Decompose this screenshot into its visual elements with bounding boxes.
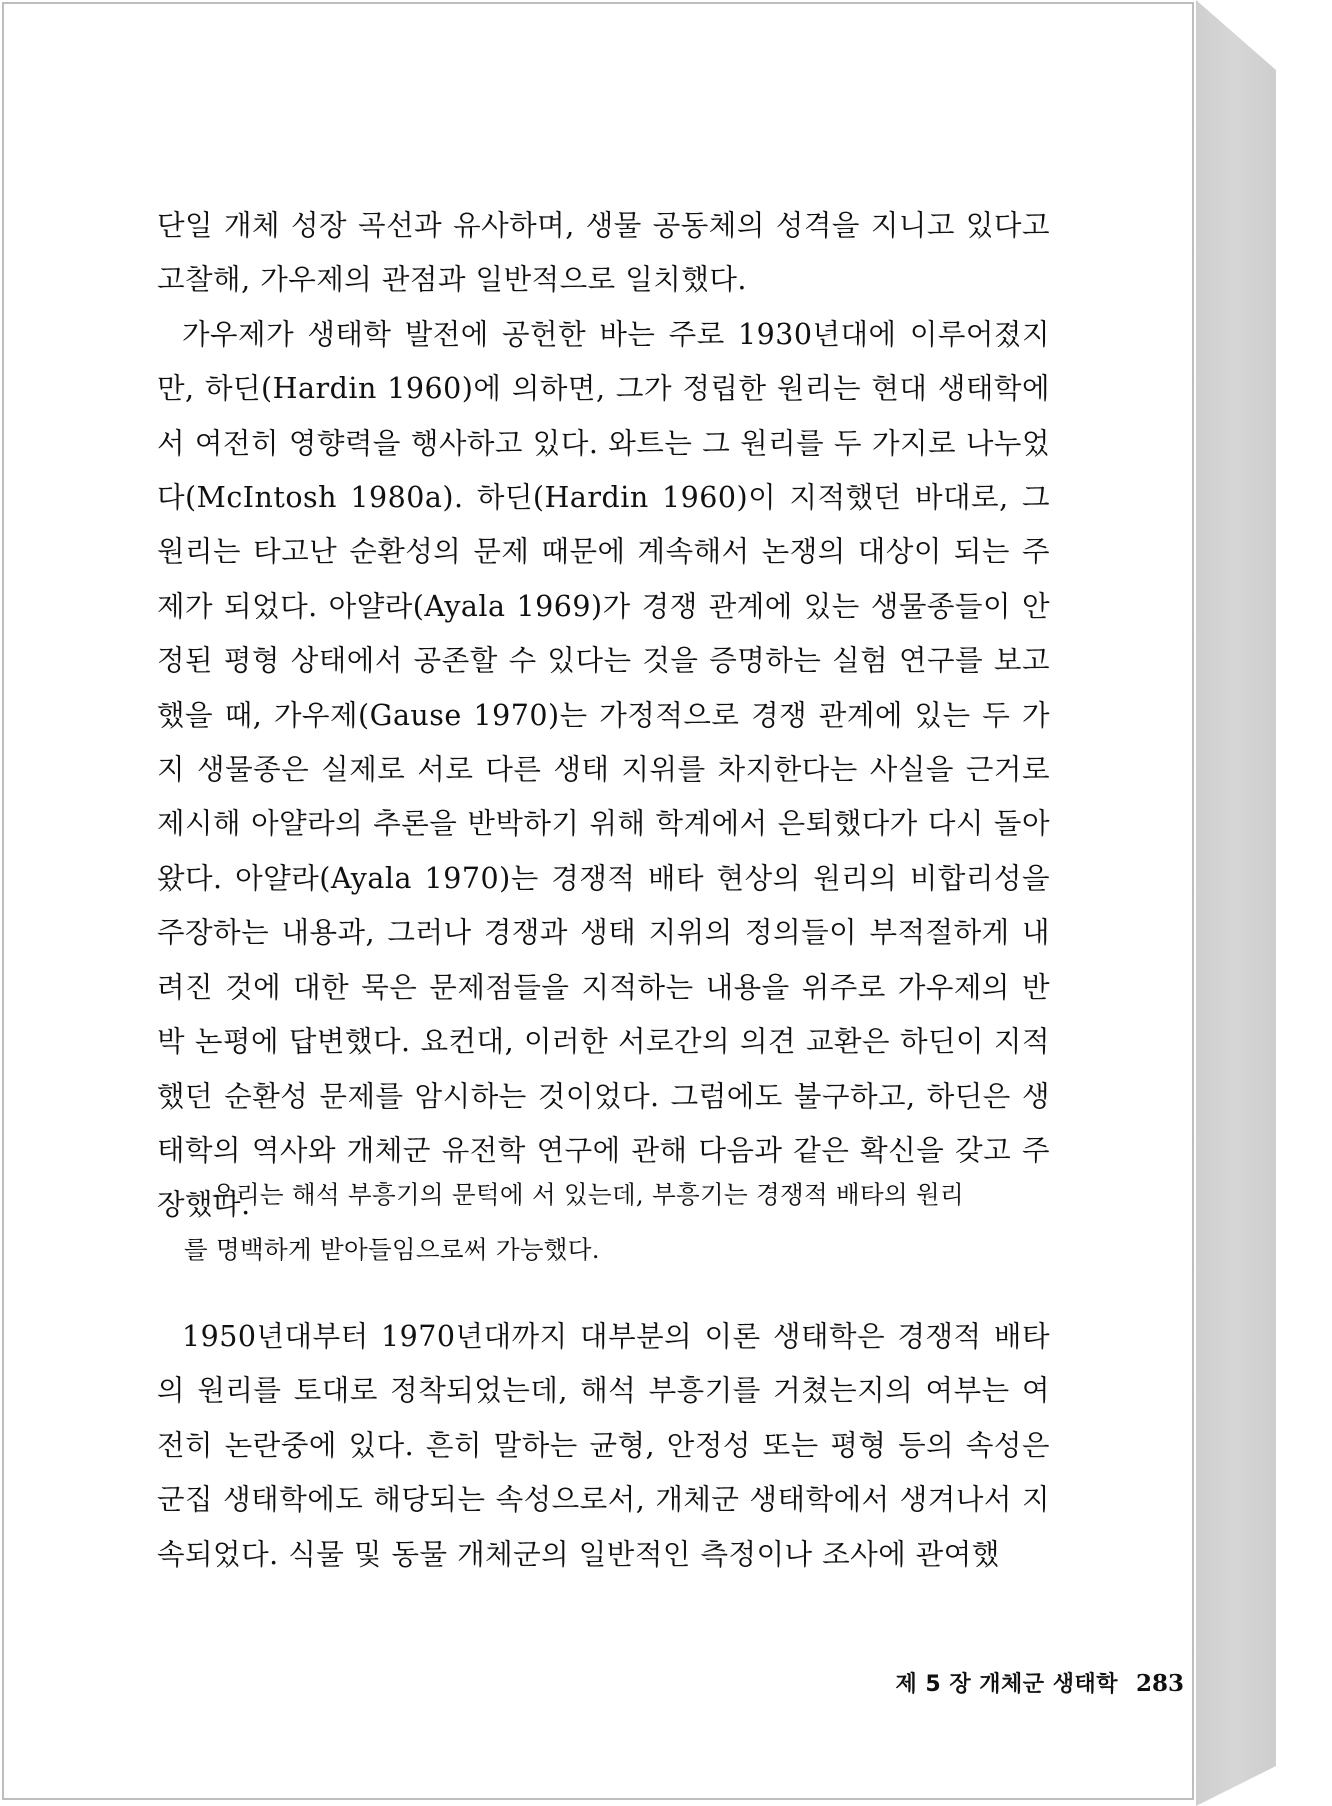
quote-line-2: 를 명백하게 받아들임으로써 가능했다. [184, 1235, 600, 1264]
quote-line-1: 우리는 해석 부흥기의 문턱에 서 있는데, 부흥기는 경쟁적 배타의 원리 [212, 1180, 964, 1209]
chapter-title: 제 5 장 개체군 생태학 [895, 1672, 1118, 1697]
main-text-lower [157, 1310, 1050, 1582]
running-footer [896, 1667, 1184, 1698]
paragraph-continued: 단일 개체 성장 곡선과 유사하며, 생물 공동체의 성격을 지니고 있다고 고찰해, 가우제의 관점과 일반적으로 일치했다. [157, 209, 1050, 297]
paragraph-theoretical-ecology: 1950년대부터 1970년대까지 대부분의 이론 생태학은 경쟁적 배타의 원리를 토대로 정착되었는데, 해석 부흥기를 거쳤는지의 여부는 여전히 논란중에 있다. 흔히 말하는 균형, 안정성 또는 평형 등의 속성은 군집 생태학에도 해당되는 속성으로서, 개체군 생태학에서 생겨나서 지속되었다. 식물 및 동물 개체군의 일반적인 측정이나 조사에 관여했 [157, 1320, 1050, 1571]
block-quote [184, 1167, 1050, 1277]
page-number: 283 [1135, 1670, 1184, 1697]
paragraph-gause-contribution: 가우제가 생태학 발전에 공헌한 바는 주로 1930년대에 이루어졌지만, 하딘(Hardin 1960)에 의하면, 그가 정립한 원리는 현대 생태학에서 여전히 영향력을 행사하고 있다. 와트는 그 원리를 두 가지로 나누었다(McIntosh 1980a). 하딘(Hardin 1960)이 지적했던 바대로, 그 원리는 타고난 순환성의 문제 때문에 계속해서 논쟁의 대상이 되는 주제가 되었다. 아얄라(Ayala 1969)가 경쟁 관계에 있는 생물종들이 안정된 평형 상태에서 공존할 수 있다는 것을 증명하는 실험 연구를 보고했을 때, 가우제(Gause 1970)는 가정적으로 경쟁 관계에 있는 두 가지 생물종은 실제로 서로 다른 생태 지위를 차지한다는 사실을 근거로 제시해 아얄라의 추론을 반박하기 위해 학계에서 은퇴했다가 다시 돌아왔다. 아얄라(Ayala 1970)는 경쟁적 배타 현상의 원리의 비합리성을 주장하는 내용과, 그러나 경쟁과 생태 지위의 정의들이 부적절하게 내려진 것에 대한 묵은 문제점들을 지적하는 내용을 위주로 가우제의 반박 논평에 답변했다. 요컨대, 이러한 서로간의 의견 교환은 하딘이 지적했던 순환성 문제를 암시하는 것이었다. 그럼에도 불구하고, 하딘은 생태학의 역사와 개체군 유전학 연구에 관해 다음과 같은 확신을 갖고 주장했다. [157, 317, 1050, 1222]
block-quote-text [184, 1167, 1050, 1277]
main-text-upper [157, 199, 1050, 1233]
book-page-edges [1196, 0, 1296, 1806]
